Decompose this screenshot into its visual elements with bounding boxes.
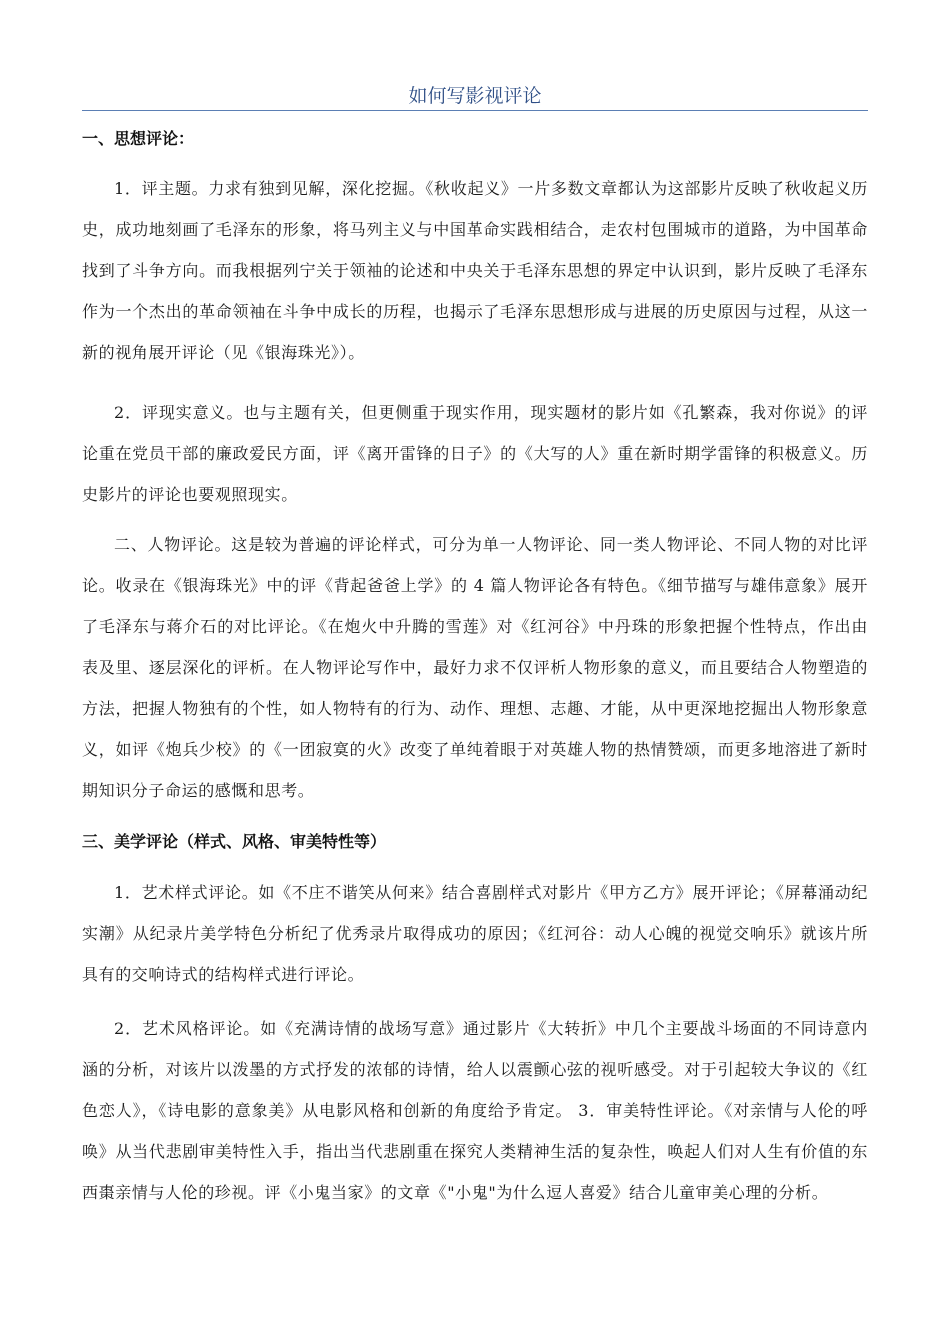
paragraph-realistic-significance: 2．评现实意义。也与主题有关，但更侧重于现实作用，现实题材的影片如《孔繁森，我对你说》的评论重在党员干部的廉政爱民方面，评《离开雷锋的日子》的《大写的人》重在新时期学雷锋的积极意义。历史影片的评论也要观照现实。 — [82, 403, 868, 504]
title-underline — [82, 110, 868, 111]
paragraph-character-review: 二、人物评论。这是较为普遍的评论样式，可分为单一人物评论、同一类人物评论、不同人物的对比评论。收录在《银海珠光》中的评《背起爸爸上学》的 4 篇人物评论各有特色。《细节描写与雄伟意象》展开了毛泽东与蒋介石的对比评论。《在炮火中升腾的雪莲》对《红河谷》中丹珠的形象把握个性特点，作出由表及里、逐层深化的评析。在人物评论写作中，最好力求不仅评析人物形象的意义，而且要结合人物塑造的方法，把握人物独有的个性，如人物特有的行为、动作、理想、志趣、才能，从中更深地挖掘出人物形象意义，如评《炮兵少校》的《一团寂寞的火》改变了单纯着眼于对英雄人物的热情赞颂，而更多地溶进了新时期知识分子命运的感慨和思考。 — [82, 535, 868, 800]
paragraph-art-style-review: 2．艺术风格评论。如《充满诗情的战场写意》通过影片《大转折》中几个主要战斗场面的不同诗意内涵的分析，对该片以泼墨的方式抒发的浓郁的诗情，给人以震颤心弦的视听感受。对于引起较大争议的《红色恋人》，《诗电影的意象美》从电影风格和创新的角度给予肯定。 3．审美特性评论。《对亲情与人伦的呼唤》从当代悲剧审美特性入手，指出当代悲剧重在探究人类精神生活的复杂性，唤起人们对人生有价值的东西棗亲情与人伦的珍视。评《小鬼当家》的文章《"小鬼"为什么逗人喜爱》结合儿童审美心理的分析。 — [82, 1019, 868, 1202]
section-heading-thought-review: 一、思想评论： — [82, 129, 195, 148]
section-heading-aesthetic-review: 三、美学评论（样式、风格、审美特性等） — [82, 832, 387, 851]
document-title: 如何写影视评论 — [408, 85, 542, 107]
paragraph-art-form-review: 1．艺术样式评论。如《不庄不谐笑从何来》结合喜剧样式对影片《甲方乙方》展开评论；《屏幕涌动纪实潮》从纪录片美学特色分析纪了优秀录片取得成功的原因；《红河谷：动人心魄的视觉交响乐》就该片所具有的交响诗式的结构样式进行评论。 — [82, 883, 868, 984]
paragraph-theme-review: 1．评主题。力求有独到见解，深化挖掘。《秋收起义》一片多数文章都认为这部影片反映了秋收起义历史，成功地刻画了毛泽东的形象，将马列主义与中国革命实践相结合，走农村包围城市的道路，为中国革命找到了斗争方向。而我根据列宁关于领袖的论述和中央关于毛泽东思想的界定中认识到，影片反映了毛泽东作为一个杰出的革命领袖在斗争中成长的历程，也揭示了毛泽东思想形成与进展的历史原因与过程，从这一新的视角展开评论（见《银海珠光》）。 — [82, 179, 868, 362]
